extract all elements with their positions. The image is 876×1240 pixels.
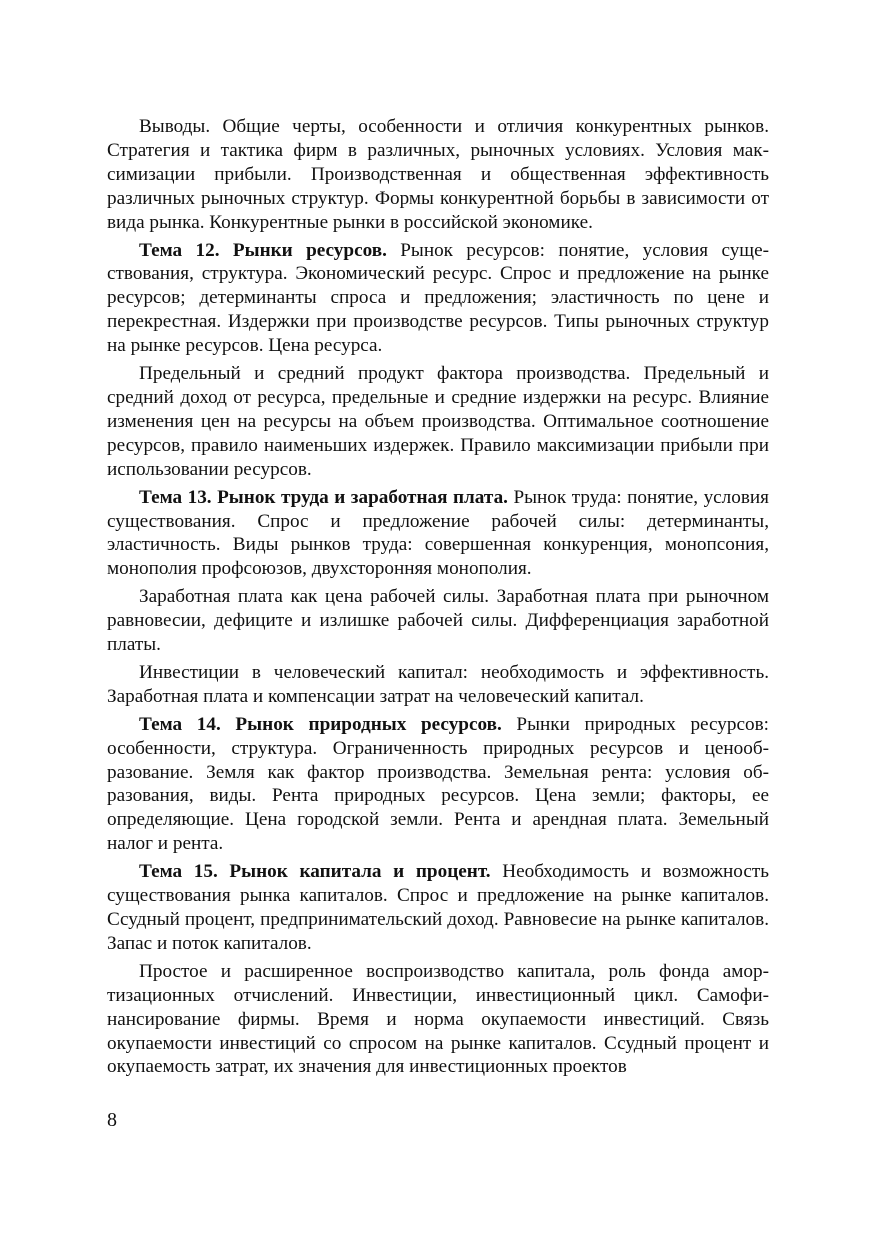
page-number: 8 <box>107 1109 117 1131</box>
paragraph-text: Инвестиции в человеческий капитал: необходимость и эффективность. Заработная плата и компенсации затрат на человеческий капитал. <box>107 661 769 707</box>
paragraph-text: Рынки природных ресурсов: особенности, структура. Ограниченность природных ресурсов и ценообразование. Земля как фактор производства. Земельная рента: условия образования, виды. Рента природных ресурсов. Цена земли; факторы, ее определяющие. Цена городской земли. Рента и арендная плата. Земельный налог и рента. <box>107 713 769 855</box>
paragraph-text: Предельный и средний продукт фактора производства. Предельный и средний доход от ресурса, предельные и средние издержки на ресурс. Влияние изменения цен на ресурсы на объем производства. Оптимальное соотношение ресурсов, правило наименьших издержек. Правило максимизации прибыли при использовании ресурсов. <box>107 363 769 480</box>
topic-heading: Тема 14. Рынок природных ресурсов. <box>139 713 502 735</box>
topic-heading: Тема 12. Рынки ресурсов. <box>139 239 387 261</box>
paragraph-topic-15 <box>107 860 769 956</box>
topic-heading: Тема 15. Рынок капитала и процент. <box>139 861 491 883</box>
paragraph-topic-13 <box>107 486 769 582</box>
paragraph-text: Необходимость и возможность существования рынка капиталов. Спрос и предложение на рынке капиталов. Ссудный процент, предпринимательский доход. Равновесие на рынке капиталов. Запас и поток капиталов. <box>107 861 769 954</box>
paragraph-text: Выводы. Общие черты, особенности и отличия конкурентных рынков. Стратегия и тактика фирм в различных, рыночных условиях. Условия максимизации прибыли. Производственная и общественная эффективность различных рыночных структур. Формы конкурентной борьбы в зависимости от вида рынка. Конкурентные рынки в российской экономике. <box>107 116 769 233</box>
paragraph-text: Рынок труда: понятие, условия существования. Спрос и предложение рабочей силы: детерминанты, эластичность. Виды рынков труда: совершенная конкуренция, монопсония, монополия профсоюзов, двухсторонняя монополия. <box>107 486 769 580</box>
paragraph-topic-12 <box>107 239 769 359</box>
paragraph-text: Простое и расширенное воспроизводство капитала, роль фонда амортизационных отчислений. Инвестиции, инвестиционный цикл. Самофинансирование фирмы. Время и норма окупаемости инвестиций. Связь окупаемости инвестиций со спросом на рынке капиталов. Ссудный процент и окупаемость затрат, их значения для инвестиционных проектов <box>107 960 769 1078</box>
paragraph-human-capital <box>107 661 769 709</box>
paragraph-text: Заработная плата как цена рабочей силы. Заработная плата при рыночном равновесии, дефиците и излишке рабочей силы. Дифференциация заработной платы. <box>107 586 769 656</box>
topic-heading: Тема 13. Рынок труда и заработная плата. <box>139 486 508 508</box>
paragraph-topic-14 <box>107 713 769 856</box>
paragraph-conclusions <box>107 115 769 235</box>
paragraph-wages <box>107 585 769 657</box>
paragraph-marginal-product <box>107 362 769 482</box>
body-text <box>107 115 769 1083</box>
paragraph-capital-reproduction <box>107 960 769 1080</box>
paragraph-text: Рынок ресурсов: понятие, условия существования, структура. Экономический ресурс. Спрос и предложение на рынке ресурсов; детерминанты спроса и предложения; эластичность по цене и перекрестная. Издержки при производстве ресурсов. Типы рыночных структур на рынке ресурсов. Цена ресурса. <box>107 239 769 357</box>
